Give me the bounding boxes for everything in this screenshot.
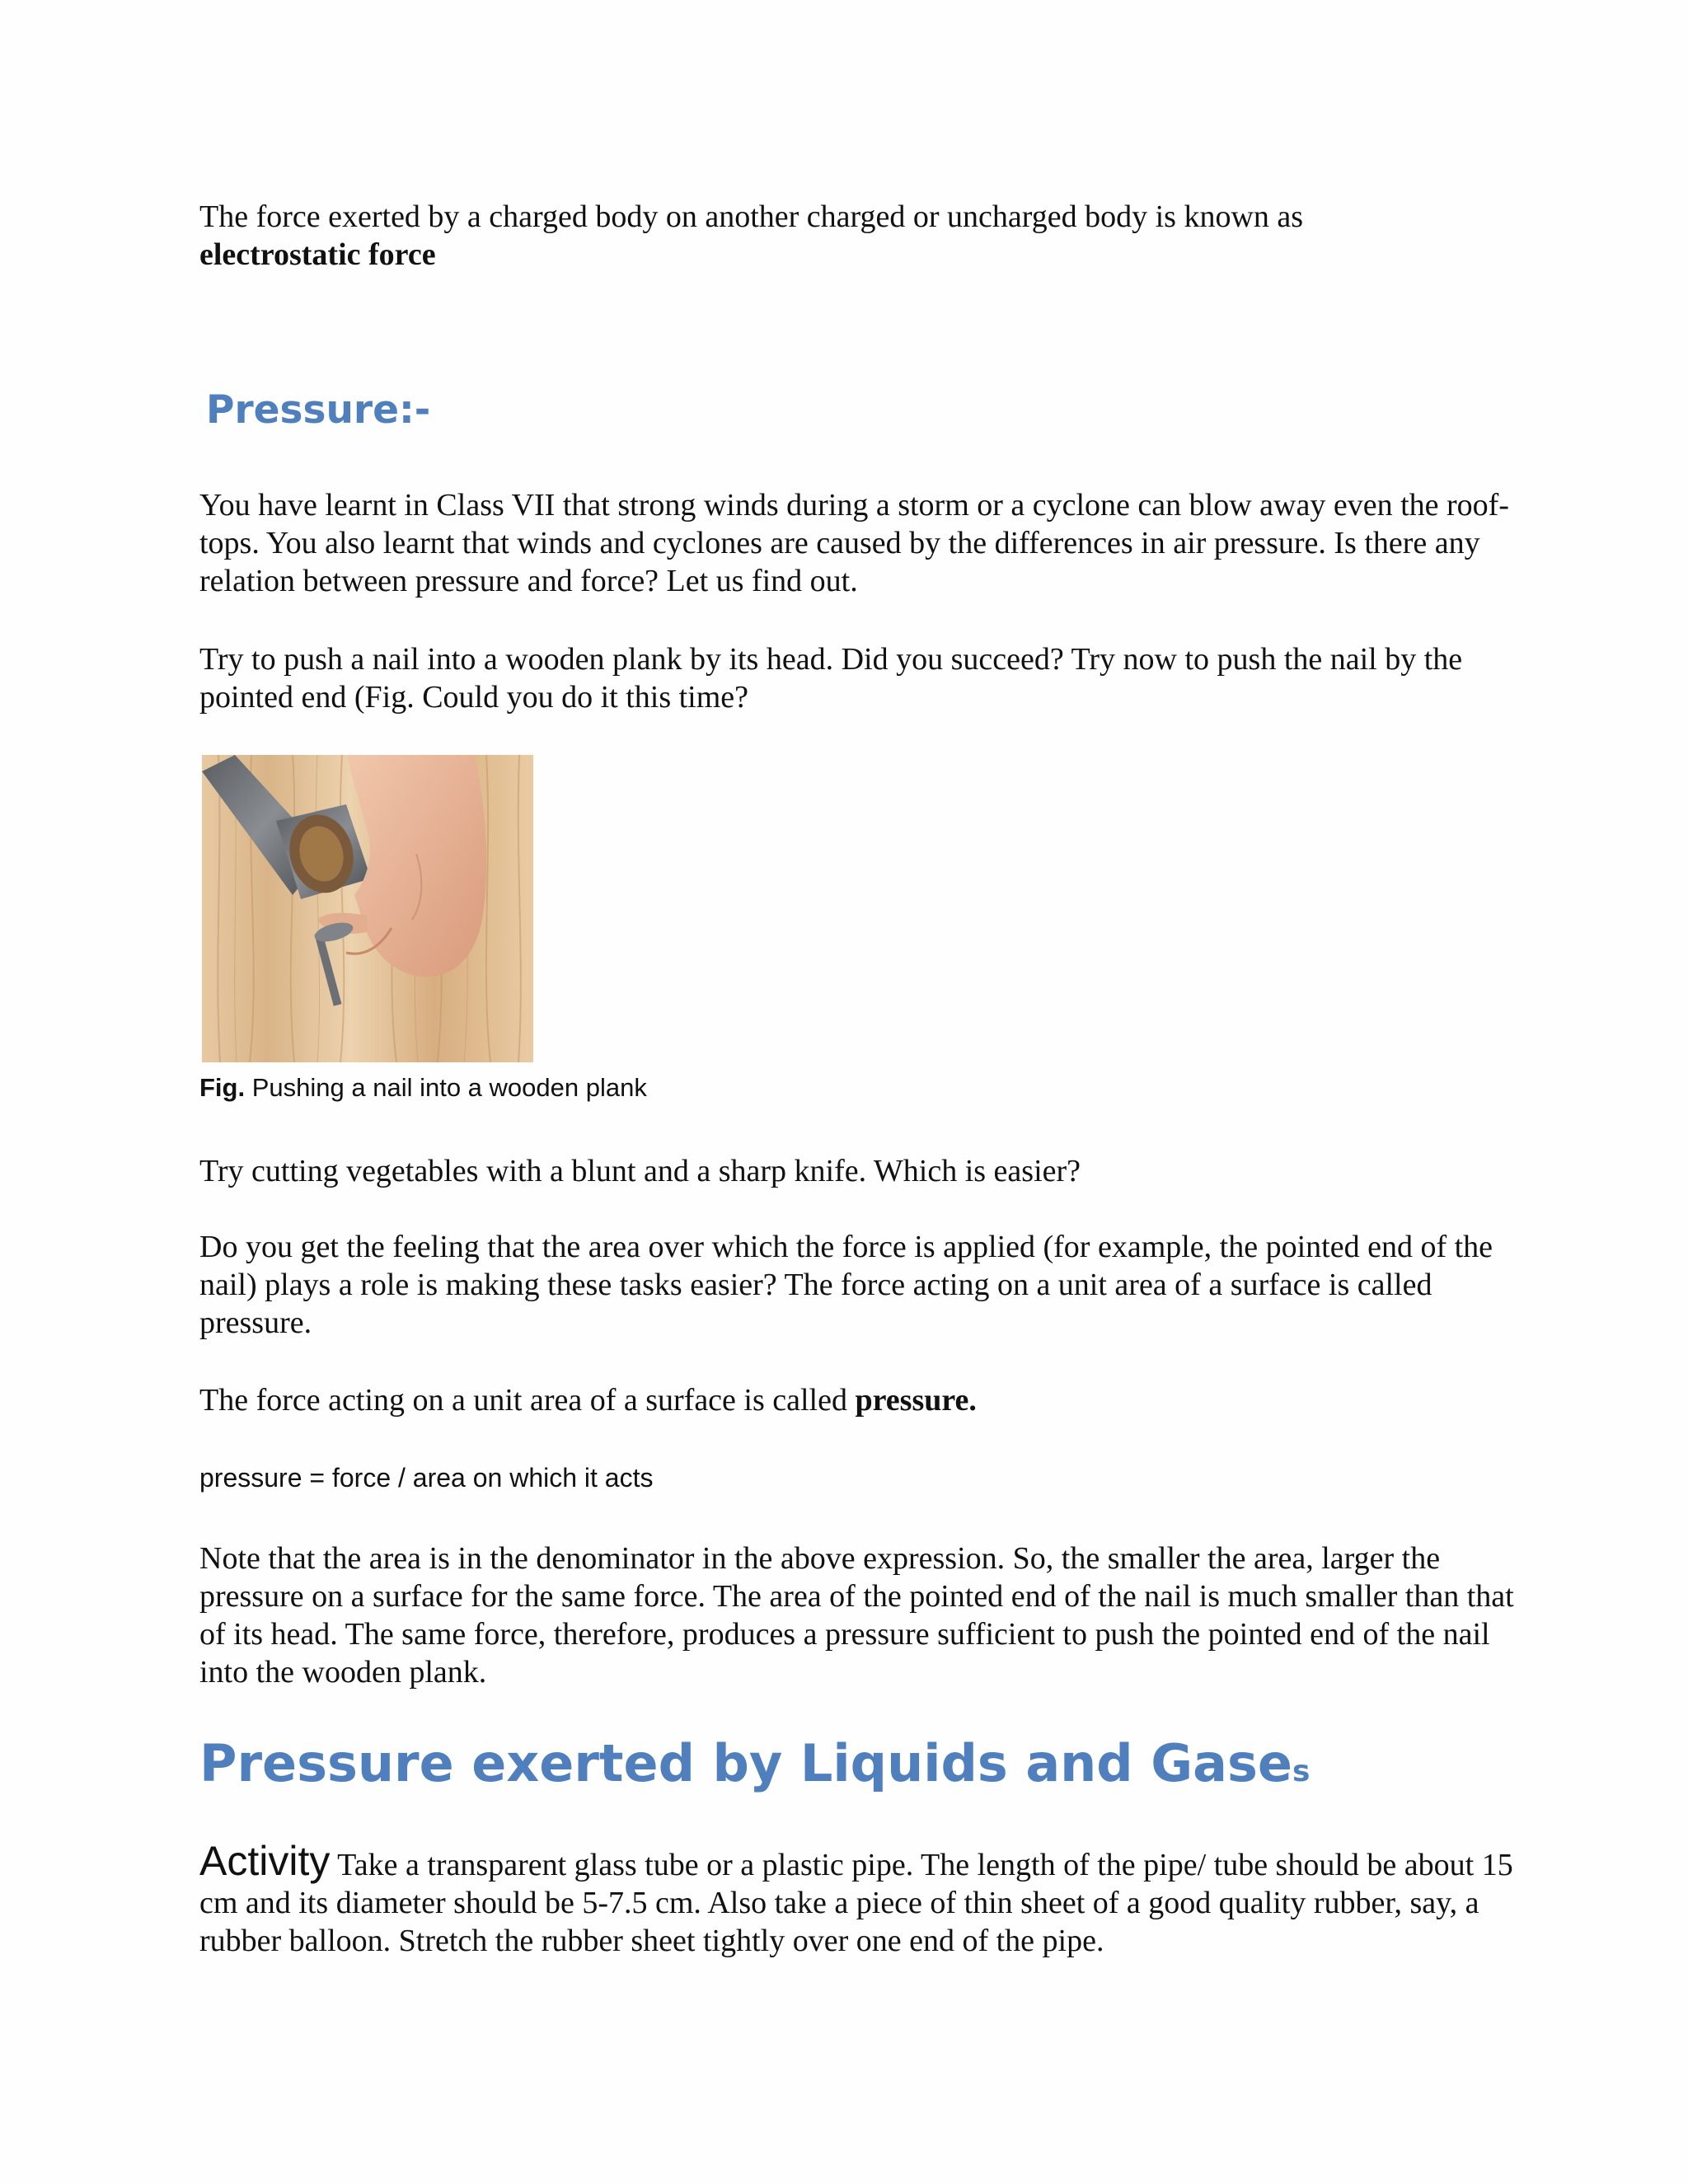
paragraph-knife: Try cutting vegetables with a blunt and a sharp knife. Which is easier? <box>199 1154 1081 1188</box>
activity-text: Take a transparent glass tube or a plastic pipe. The length of the pipe/ tube should be about 15 cm and its diameter should be 5-7.5 cm. Also take a piece of thin sheet of a good quality rubber, say, a rubber balloon. Stretch the rubber sheet tightly over one end of the pipe. <box>199 1848 1513 1958</box>
intro-text: The force exerted by a charged body on another charged or uncharged body is known as <box>199 199 1304 234</box>
activity-paragraph <box>199 1838 1518 1960</box>
figure-caption <box>199 1071 647 1104</box>
definition-term: pressure. <box>855 1383 977 1418</box>
heading-liquids-gases-tail: s <box>1292 1755 1311 1788</box>
figure-caption-text: Pushing a nail into a wooden plank <box>245 1073 647 1102</box>
hammer-nail-figure <box>202 755 533 1062</box>
activity-label: Activity <box>199 1838 331 1884</box>
pressure-formula: pressure = force / area on which it acts <box>199 1463 654 1493</box>
definition-text: The force acting on a unit area of a surface is called <box>199 1383 856 1418</box>
paragraph-nail: Try to push a nail into a wooden plank by its head. Did you succeed? Try now to push the nail by the pointed end (Fig. Could you do it this time? <box>199 642 1463 715</box>
heading-pressure: Pressure:- <box>206 387 431 433</box>
paragraph-note: Note that the area is in the denominator in the above expression. So, the smaller the area, larger the pressure on a surface for the same force. The area of the pointed end of the nail is much smaller than that of its head. The same force, therefore, produces a pressure sufficient to push the pointed end of the nail into the wooden plank. <box>199 1541 1514 1690</box>
paragraph-area: Do you get the feeling that the area over which the force is applied (for example, the pointed end of the nail) plays a role is making these tasks easier? The force acting on a unit area of a surface is called pressure. <box>199 1230 1493 1340</box>
heading-liquids-gases <box>199 1731 1310 1805</box>
paragraph-class-vii: You have learnt in Class VII that strong winds during a storm or a cyclone can blow away even the roof-tops. You also learnt that winds and cyclones are caused by the differences in air pressure. Is there any relation between pressure and force? Let us find out. <box>199 488 1509 598</box>
definition-paragraph <box>199 1381 1518 1419</box>
figure-caption-label: Fig. <box>199 1073 246 1102</box>
heading-liquids-gases-main: Pressure exerted by Liquids and Gase <box>199 1733 1292 1793</box>
intro-term: electrostatic force <box>199 237 436 272</box>
intro-paragraph <box>199 198 1518 274</box>
